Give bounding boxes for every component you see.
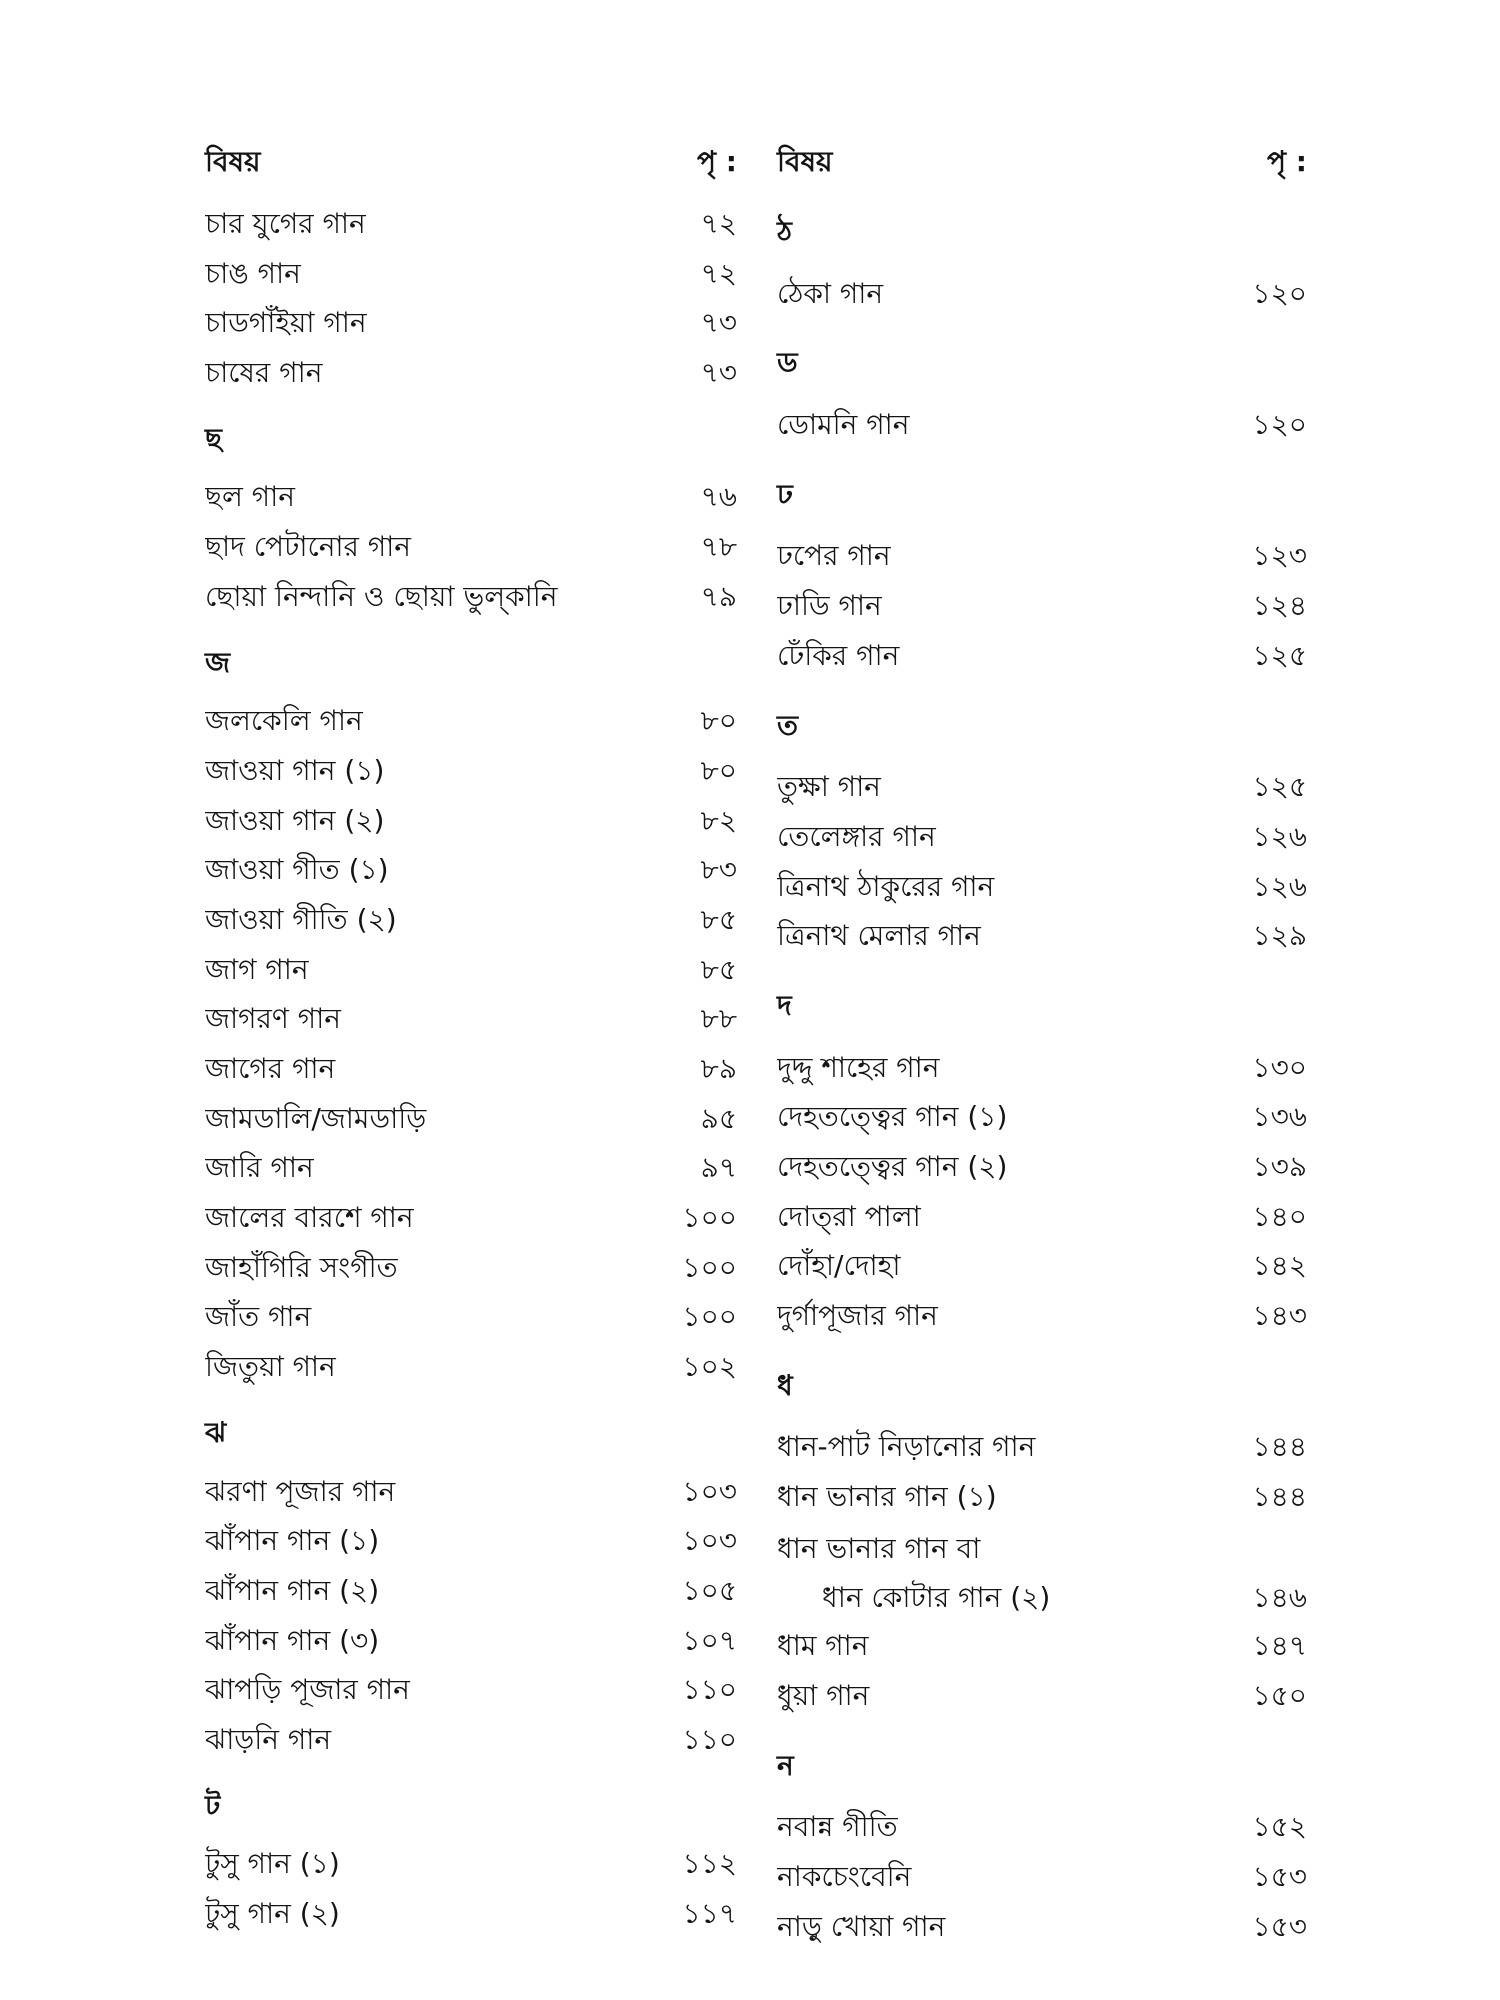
entry-title: জাওয়া গান (১) [205, 753, 385, 787]
entry-title: ঝরণা পূজার গান [205, 1474, 396, 1508]
entry-title: জাওয়া গীতি (২) [205, 902, 397, 936]
entry-page-number: ১২৯ [1252, 919, 1307, 953]
toc-entry [777, 1854, 1307, 1904]
toc-entry [205, 698, 737, 748]
toc-entry [205, 1046, 737, 1096]
entry-title: দোঁহা/দোহা [777, 1249, 901, 1283]
entry-page-number: ১২৬ [1252, 819, 1307, 853]
entry-page-number: ১২০ [1252, 276, 1307, 310]
toc-entry [777, 913, 1307, 963]
toc-entry [205, 1841, 737, 1891]
entry-title: ঝাপড়ি পূজার গান [205, 1673, 410, 1707]
entry-title: নাকচেংবেনি [777, 1859, 912, 1893]
entry-page-number: ১৫৩ [1252, 1859, 1307, 1893]
entry-title [777, 1524, 1240, 1623]
entry-title: ছোয়া নিন্দানি ও ছোয়া ভুল্‌কানি [205, 579, 558, 613]
toc-entry [205, 524, 737, 574]
entry-page-number: ৮৫ [700, 952, 737, 986]
entry-page-number: ১০৩ [682, 1474, 737, 1508]
entry-title: ঢেঁকির গান [777, 638, 900, 672]
entry-title: দুর্গাপূজার গান [777, 1299, 938, 1333]
entry-page-number: ৭৩ [700, 356, 737, 390]
toc-entry [777, 402, 1307, 452]
toc-entry [777, 1144, 1307, 1194]
entry-page-number: ৭২ [700, 207, 737, 241]
entry-title: ত্রিনাথ ঠাকুরের গান [777, 869, 995, 903]
toc-entry [777, 1524, 1307, 1623]
entry-title: চাষের গান [205, 356, 323, 390]
toc-entry [205, 1518, 737, 1568]
page-heading: পৃ : [1267, 145, 1307, 179]
entry-page-number: ৯৭ [700, 1151, 737, 1185]
entry-title: জাঁত গান [205, 1300, 312, 1334]
toc-entry [777, 1804, 1307, 1854]
toc-list [205, 201, 737, 1941]
toc-entry [205, 1294, 737, 1344]
section-letter: জ [205, 645, 231, 679]
toc-column-right [777, 139, 1307, 1953]
entry-title: চাঙ গান [205, 256, 301, 290]
toc-entry [777, 1673, 1307, 1723]
toc-entry [777, 1623, 1307, 1673]
entry-title: ডোমনি গান [777, 408, 910, 442]
entry-page-number: ১০৭ [682, 1623, 737, 1657]
entry-title-line: ধান ভানার গান বা [777, 1531, 981, 1565]
entry-page-number: ১০০ [682, 1201, 737, 1235]
entry-page-number: ৮৩ [700, 853, 737, 887]
entry-page-number: ১৩৯ [1252, 1150, 1307, 1184]
entry-page-number: ১০০ [682, 1300, 737, 1334]
entry-title: তেলেঙ্গার গান [777, 819, 936, 853]
entry-page-number: ১১২ [682, 1847, 737, 1881]
entry-page-number: ১২৬ [1252, 869, 1307, 903]
entry-page-number: ১২৫ [1252, 638, 1307, 672]
subject-heading: বিষয় [205, 145, 261, 179]
entry-page-number: ১৪৩ [1252, 1299, 1307, 1333]
entry-page-number: ৮২ [700, 803, 737, 837]
toc-entry [205, 1468, 737, 1518]
toc-entry [205, 201, 737, 251]
entry-title: চার যুগের গান [205, 207, 366, 241]
toc-entry [205, 946, 737, 996]
toc-entry [777, 1474, 1307, 1524]
entry-title: ঢাডি গান [777, 589, 882, 623]
entry-page-number: ১৩৬ [1252, 1100, 1307, 1134]
entry-page-number: ১০০ [682, 1250, 737, 1284]
entry-page-number: ৭৯ [700, 579, 737, 613]
toc-entry [777, 814, 1307, 864]
entry-title: ঢপের গান [777, 539, 891, 573]
entry-title: টুসু গান (২) [205, 1897, 340, 1931]
entry-page-number: ১৪৭ [1252, 1629, 1307, 1663]
entry-title: জারি গান [205, 1151, 314, 1185]
toc-entry [205, 1195, 737, 1245]
entry-title: জাগরণ গান [205, 1002, 341, 1036]
entry-title: ছল গান [205, 480, 295, 514]
toc-entry [205, 1145, 737, 1195]
entry-page-number: ১০৫ [682, 1573, 737, 1607]
entry-page-number: ১২০ [1252, 408, 1307, 442]
entry-title: জাওয়া গান (২) [205, 803, 385, 837]
toc-entry [205, 1568, 737, 1618]
section-letter: দ [777, 988, 792, 1022]
entry-title: দোত্‌রা পালা [777, 1199, 921, 1233]
section-letter: ছ [205, 421, 222, 455]
entry-page-number: ৭৬ [700, 480, 737, 514]
column-header [777, 139, 1307, 189]
toc-entry [777, 764, 1307, 814]
toc-entry [205, 1617, 737, 1667]
toc-entry [205, 1344, 737, 1394]
toc-entry [205, 1244, 737, 1294]
entry-page-number: ৭৮ [700, 530, 737, 564]
entry-title-line: ধান কোটার গান (২) [822, 1581, 1051, 1615]
entry-page-number: ১৪৬ [1252, 1581, 1307, 1615]
entry-title: ঝাঁপান গান (২) [205, 1573, 380, 1607]
section-letter: ট [205, 1788, 221, 1822]
toc-entry [777, 1193, 1307, 1243]
toc-column-left [205, 139, 737, 1940]
entry-page-number: ১৪০ [1252, 1199, 1307, 1233]
toc-entry [777, 863, 1307, 913]
entry-page-number: ৮৯ [700, 1052, 737, 1086]
entry-title: টুসু গান (১) [205, 1847, 340, 1881]
entry-title: ত্রিনাথ মেলার গান [777, 919, 981, 953]
entry-page-number: ৮৫ [700, 902, 737, 936]
toc-entry [777, 1044, 1307, 1094]
toc-entry [777, 1243, 1307, 1293]
entry-page-number: ১৫৩ [1252, 1909, 1307, 1943]
entry-title: দেহতত্ত্বের গান (২) [777, 1150, 1008, 1184]
entry-title: ধুয়া গান [777, 1678, 870, 1712]
entry-page-number: ১৪৪ [1252, 1480, 1307, 1514]
entry-title: জাহাঁগিরি সংগীত [205, 1250, 398, 1284]
subject-heading: বিষয় [777, 145, 833, 179]
section-letter: ন [777, 1748, 794, 1782]
entry-title: নাড়ু খোয়া গান [777, 1909, 946, 1943]
toc-entry [777, 1293, 1307, 1343]
toc-entry [777, 1094, 1307, 1144]
entry-title: জাগ গান [205, 952, 309, 986]
column-header [205, 139, 737, 189]
entry-title: ধান-পাট নিড়ানোর গান [777, 1430, 1036, 1464]
toc-entry [777, 1424, 1307, 1474]
entry-page-number: ১৫২ [1252, 1810, 1307, 1844]
entry-page-number: ১৫০ [1252, 1678, 1307, 1712]
toc-entry [205, 996, 737, 1046]
section-letter: ত [777, 708, 799, 742]
entry-title: জালের বারশে গান [205, 1201, 414, 1235]
entry-page-number: ৭২ [700, 256, 737, 290]
entry-title: জাওয়া গীত (১) [205, 853, 389, 887]
entry-page-number: ১৩০ [1252, 1050, 1307, 1084]
toc-entry [205, 1667, 737, 1717]
toc-entry [205, 1095, 737, 1145]
entry-page-number: ৮০ [700, 753, 737, 787]
entry-page-number: ৮৮ [700, 1002, 737, 1036]
entry-title: দুদ্দু শাহের গান [777, 1050, 940, 1084]
toc-entry [205, 1891, 737, 1941]
entry-page-number: ১২৩ [1252, 539, 1307, 573]
toc-entry [777, 533, 1307, 583]
entry-page-number: ১১৭ [682, 1897, 737, 1931]
toc-entry [777, 633, 1307, 683]
entry-title: জলকেলি গান [205, 704, 363, 738]
entry-page-number: ১৪৪ [1252, 1430, 1307, 1464]
entry-page-number: ১১০ [682, 1722, 737, 1756]
toc-entry [205, 797, 737, 847]
entry-page-number: ৭৩ [700, 306, 737, 340]
toc-entry [205, 250, 737, 300]
entry-page-number: ৯৫ [700, 1101, 737, 1135]
entry-page-number: ১২৫ [1252, 770, 1307, 804]
toc-entry [777, 270, 1307, 320]
entry-title: দেহতত্ত্বের গান (১) [777, 1100, 1008, 1134]
entry-page-number: ১০২ [682, 1350, 737, 1384]
entry-title: চাডগাঁইয়া গান [205, 306, 367, 340]
entry-title: ছাদ পেটানোর গান [205, 530, 412, 564]
entry-title: ঝাড়নি গান [205, 1722, 332, 1756]
section-letter: ঝ [205, 1415, 227, 1449]
entry-title: ধাম গান [777, 1629, 869, 1663]
entry-title: ঝাঁপান গান (৩) [205, 1623, 380, 1657]
page-heading: পৃ : [697, 145, 737, 179]
entry-page-number: ১১০ [682, 1673, 737, 1707]
entry-page-number: ৮০ [700, 704, 737, 738]
entry-title: জামডালি/জামডাড়ি [205, 1101, 427, 1135]
section-letter: ড [777, 346, 798, 380]
section-letter: ঠ [777, 215, 792, 249]
entry-title: ঝাঁপান গান (১) [205, 1524, 380, 1558]
entry-title: ধান ভানার গান (১) [777, 1480, 997, 1514]
toc-entry [777, 583, 1307, 633]
toc-list [777, 209, 1307, 1953]
toc-entry [205, 1717, 737, 1767]
toc-entry [205, 350, 737, 400]
section-letter: ধ [777, 1368, 793, 1402]
entry-title: তুক্ষা গান [777, 770, 881, 804]
toc-entry [205, 847, 737, 897]
toc-entry [205, 748, 737, 798]
entry-title: ঠেকা গান [777, 276, 884, 310]
entry-page-number: ১২৪ [1252, 589, 1307, 623]
section-letter: ঢ [777, 477, 793, 511]
toc-entry [777, 1903, 1307, 1953]
entry-title: জিতুয়া গান [205, 1350, 336, 1384]
toc-entry [205, 300, 737, 350]
toc-entry [205, 474, 737, 524]
entry-page-number: ১৪২ [1252, 1249, 1307, 1283]
entry-page-number: ১০৩ [682, 1524, 737, 1558]
entry-title: জাগের গান [205, 1052, 336, 1086]
entry-title: নবান্ন গীতি [777, 1810, 898, 1844]
toc-entry [205, 574, 737, 624]
toc-entry [205, 897, 737, 947]
